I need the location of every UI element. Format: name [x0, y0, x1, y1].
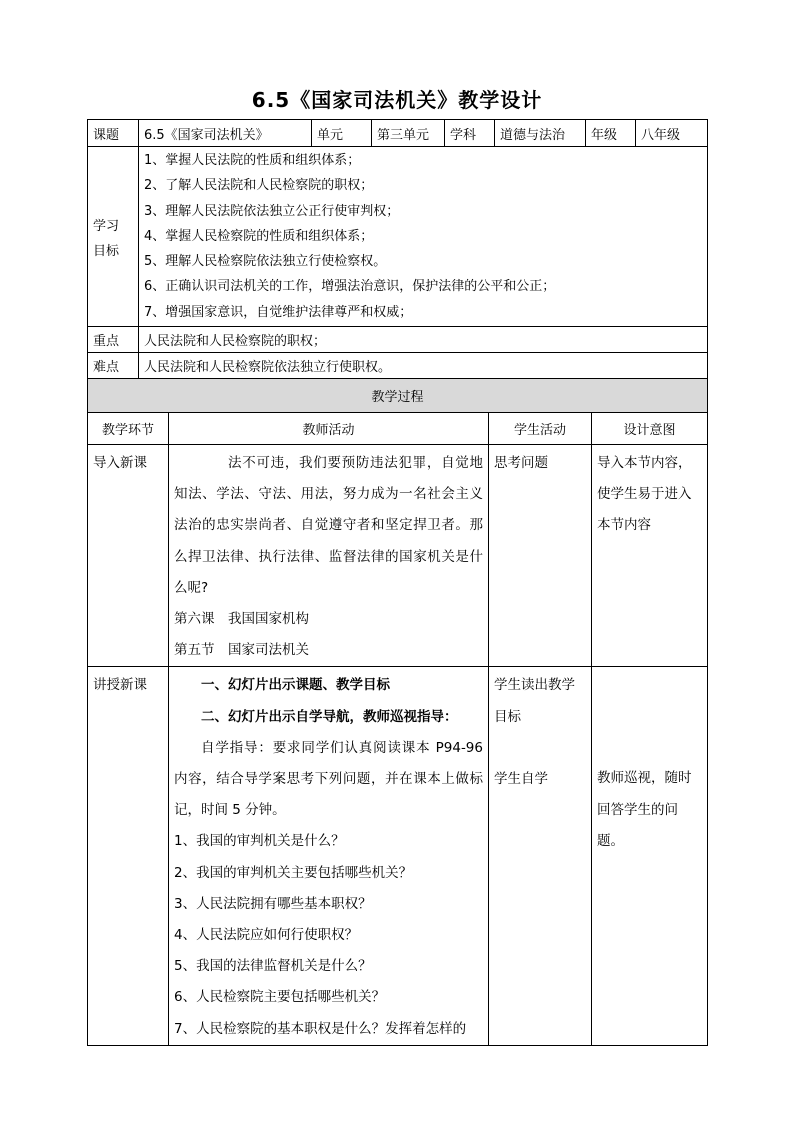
stage-new: 讲授新课	[88, 667, 169, 1045]
question-item: 7、人民检察院的基本职权是什么？发挥着怎样的	[174, 1020, 467, 1037]
objective-item: 2、了解人民法院和人民检察院的职权；	[144, 178, 374, 194]
process-header: 教学过程	[88, 379, 708, 413]
design-intent-intro: 导入本节内容，使学生易于进入本节内容	[592, 445, 708, 667]
teacher-activity-new	[169, 667, 489, 1045]
column-header: 教学环节	[88, 413, 169, 445]
intro-paragraph: 法不可违，我们要预防违法犯罪，自觉地知法、学法、守法、用法，努力成为一名社会主义法治的忠实崇尚者、自觉遵守者和坚定捍卫者。那么捍卫法律、执行法律、监督法律的国家机关是什么呢?	[174, 455, 483, 596]
difficulty-value: 人民法院和人民检察院依法独立行使职权。	[139, 353, 708, 379]
key-point-value: 人民法院和人民检察院的职权；	[139, 327, 708, 353]
topic-label: 课题	[88, 120, 139, 147]
teacher-activity-intro	[169, 445, 489, 667]
column-header: 学生活动	[489, 413, 592, 445]
objective-item: 7、增强国家意识，自觉维护法律尊严和权威；	[144, 304, 413, 320]
objective-item: 1、掌握人民法院的性质和组织体系；	[144, 152, 361, 168]
subject-value: 道德与法治	[495, 120, 586, 147]
grade-label: 年级	[586, 120, 636, 147]
topic-value: 6.5《国家司法机关》	[139, 120, 312, 147]
section-line: 第五节 国家司法机关	[174, 642, 309, 659]
teaching-process-table	[87, 378, 708, 1046]
objective-item: 5、理解人民检察院依法独立行使检察权。	[144, 254, 387, 270]
stage-intro: 导入新课	[88, 445, 169, 667]
key-point-label: 重点	[88, 327, 139, 353]
column-header: 设计意图	[592, 413, 708, 445]
design-intent-new: 教师巡视，随时回答学生的问题。	[592, 667, 708, 1045]
objective-item: 6、正确认识司法机关的工作，增强法治意识，保护法律的公平和公正；	[144, 279, 556, 295]
difficulty-label: 难点	[88, 353, 139, 379]
lesson-info-table	[87, 119, 708, 379]
question-item: 2、我国的审判机关主要包括哪些机关？	[174, 864, 413, 881]
step-heading: 二、幻灯片出示自学导航，教师巡视指导：	[201, 708, 458, 725]
document-title: 6.5《国家司法机关》教学设计	[251, 88, 543, 112]
subject-label: 学科	[445, 120, 495, 147]
question-item: 6、人民检察院主要包括哪些机关？	[174, 989, 386, 1006]
table-row	[88, 667, 708, 1045]
table-row	[88, 445, 708, 667]
unit-value: 第三单元	[372, 120, 445, 147]
question-item: 1、我国的审判机关是什么？	[174, 833, 345, 850]
objective-item: 3、理解人民法院依法独立公正行使审判权；	[144, 203, 400, 219]
step-heading: 一、幻灯片出示课题、教学目标	[201, 677, 390, 694]
column-header: 教师活动	[169, 413, 489, 445]
objectives-label: 学习 目标	[88, 147, 139, 327]
objective-item: 4、掌握人民检察院的性质和组织体系；	[144, 228, 374, 244]
self-study-guide: 自学指导：要求同学们认真阅读课本 P94-96 内容，结合导学案思考下列问题，并在课本上做标记，时间 5 分钟。	[174, 739, 483, 819]
unit-label: 单元	[312, 120, 372, 147]
question-item: 4、人民法院应如何行使职权？	[174, 927, 359, 944]
lesson-line: 第六课 我国国家机构	[174, 611, 309, 628]
student-activity-new: 学生读出教学目标 学生自学	[489, 667, 592, 1045]
question-item: 5、我国的法律监督机关是什么？	[174, 958, 372, 975]
question-item: 3、人民法院拥有哪些基本职权？	[174, 895, 372, 912]
grade-value: 八年级	[636, 120, 708, 147]
student-activity-intro: 思考问题	[489, 445, 592, 667]
objectives-list	[139, 147, 708, 327]
